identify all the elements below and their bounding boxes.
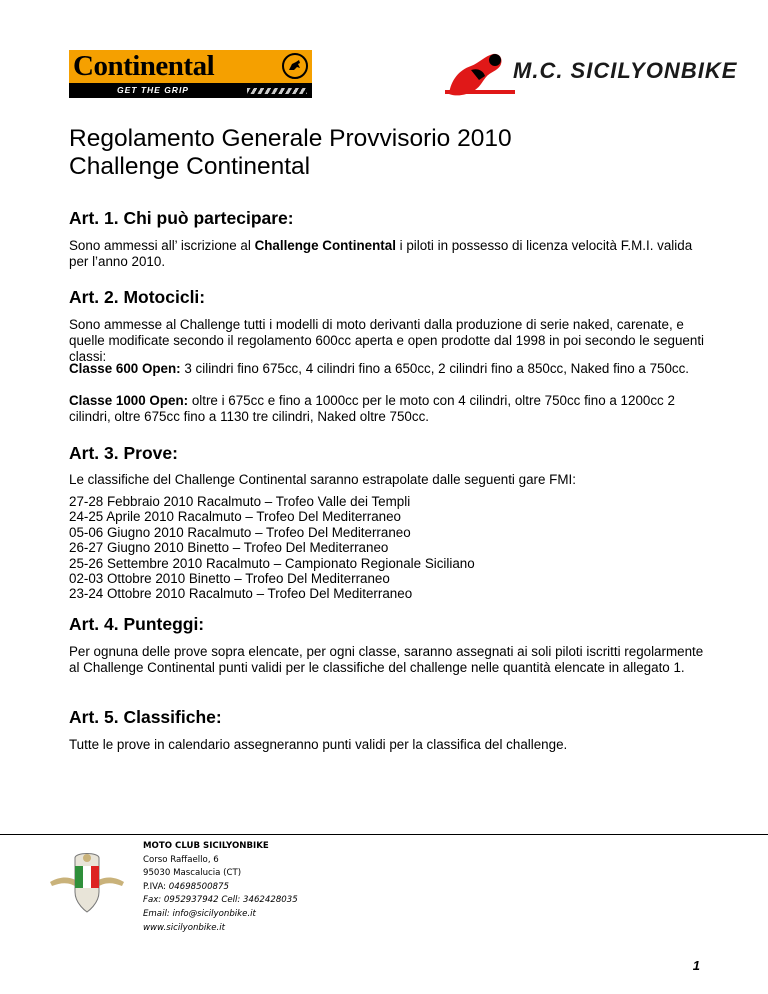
footer-contact: [143, 840, 298, 935]
art4-heading: Art. 4. Punteggi:: [69, 614, 205, 634]
event-calendar: [69, 494, 475, 602]
art4-text: Per ognuna delle prove sopra elencate, per ogni classe, saranno assegnati ai soli piloti iscritti regolarmente al Challenge Continental punti validi per le classifiche del challenge nelle quantità elencate in allegato 1.: [69, 644, 704, 675]
art2-intro: Sono ammesse al Challenge tutti i modelli di moto derivanti dalla produzione di serie naked, carenate, e quelle modificate secondo il regolamento 600cc aperta e open prodotte dal 1998 in poi secondo le seguenti classi:: [69, 317, 705, 364]
continental-logo: [69, 50, 312, 98]
art1-text: [69, 238, 709, 270]
event-item: 23-24 Ottobre 2010 Racalmuto – Trofeo Del Mediterraneo: [69, 586, 413, 602]
tagline-stripes: [247, 88, 307, 94]
art2-heading: Art. 2. Motocicli:: [69, 287, 206, 307]
rider-icon: [441, 50, 521, 98]
art1-heading: Art. 1. Chi può partecipare:: [69, 208, 294, 228]
footer-website[interactable]: www.sicilyonbike.it: [143, 922, 226, 933]
class1000-text: oltre i 675cc e fino a 1000cc per le moto con 4 cilindri, oltre 750cc fino a 1200cc 2 cilindri, oltre 675cc fino a 1130 tre cilindri, Naked oltre 750cc.: [69, 393, 675, 424]
title-line-1: Regolamento Generale Provvisorio 2010: [69, 125, 512, 152]
event-item: 26-27 Giugno 2010 Binetto – Trofeo Del Mediterraneo: [69, 540, 389, 556]
art2-class600: [69, 361, 709, 377]
fmi-logo: [48, 848, 126, 918]
continental-logo-word: Continental: [73, 50, 215, 82]
event-item: 02-03 Ottobre 2010 Binetto – Trofeo Del Mediterraneo: [69, 571, 390, 587]
event-item: 27-28 Febbraio 2010 Racalmuto – Trofeo Valle dei Templi: [69, 494, 411, 509]
art1-text-pre: Sono ammessi all’ iscrizione al: [69, 238, 255, 253]
footer-fax-cell: Fax: 0952937942 Cell: 3462428035: [143, 895, 298, 906]
art3-heading: Art. 3. Prove:: [69, 443, 178, 463]
art2-class1000: [69, 393, 709, 425]
footer-email[interactable]: Email: info@sicilyonbike.it: [143, 908, 256, 919]
horse-emblem-icon: [282, 53, 308, 79]
sicilyonbike-logo-text: M.C. SICILYONBIKE: [513, 58, 738, 83]
footer-club: MOTO CLUB SICILYONBIKE: [143, 841, 269, 851]
art3-intro: Le classifiche del Challenge Continental saranno estrapolate dalle seguenti gare FMI:: [69, 472, 576, 487]
art5-text: Tutte le prove in calendario assegneranno punti validi per la classifica del challenge.: [69, 737, 568, 752]
page-number: 1: [692, 958, 700, 973]
sicilyonbike-logo: [441, 50, 743, 98]
event-item: 24-25 Aprile 2010 Racalmuto – Trofeo Del Mediterraneo: [69, 509, 401, 525]
class600-label: Classe 600 Open:: [69, 361, 181, 376]
class1000-label: Classe 1000 Open:: [69, 393, 189, 408]
footer-piva: [143, 881, 298, 895]
event-item: 25-26 Settembre 2010 Racalmuto – Campionato Regionale Siciliano: [69, 555, 475, 571]
footer-divider: [0, 834, 768, 835]
event-item: 05-06 Giugno 2010 Racalmuto – Trofeo Del Mediterraneo: [69, 524, 411, 540]
footer-address: Corso Raffaello, 6: [143, 854, 219, 865]
class600-text: 3 cilindri fino 675cc, 4 cilindri fino a 650cc, 2 cilindri fino a 850cc, Naked fino a 750cc.: [180, 361, 690, 376]
continental-tagline: GET THE GRIP: [117, 85, 189, 95]
footer-city: 95030 Mascalucia (CT): [143, 868, 242, 879]
piva-label: P.IVA:: [143, 881, 169, 892]
page-title: [69, 125, 512, 181]
title-line-2: Challenge Continental: [69, 153, 311, 180]
art1-text-post: i piloti in possesso di licenza velocità F.M.I. valida per l’anno 2010.: [69, 238, 693, 269]
art1-text-bold: Challenge Continental: [254, 238, 396, 253]
piva-value: 04698500875: [168, 881, 229, 892]
art5-heading: Art. 5. Classifiche:: [69, 707, 222, 727]
